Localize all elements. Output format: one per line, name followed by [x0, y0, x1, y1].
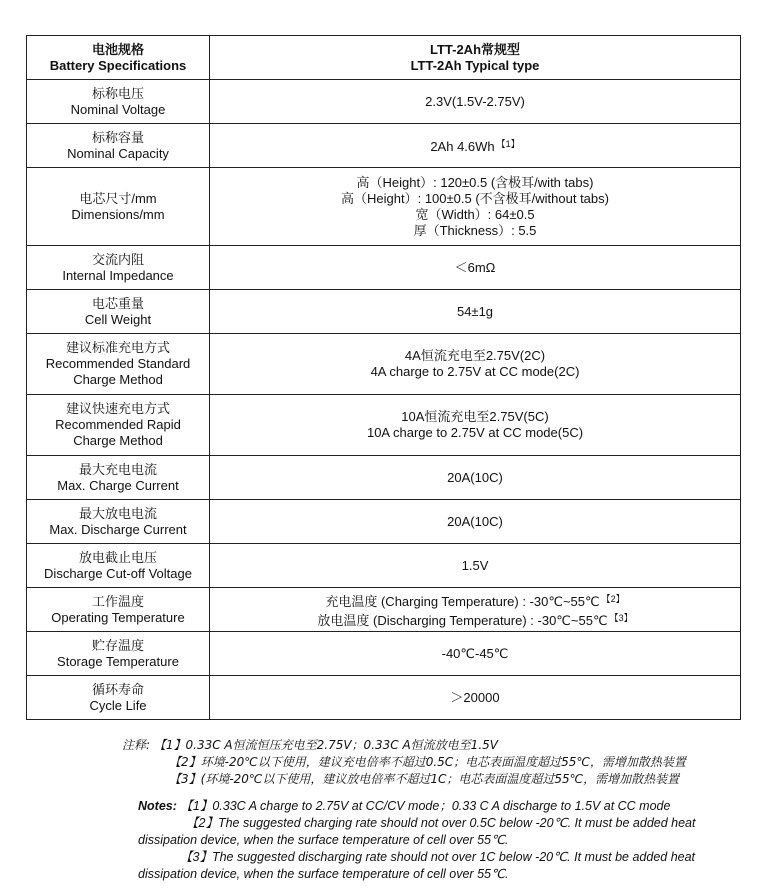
- value-text: 高（Height）: 120±0.5 (含极耳/with tabs): [356, 174, 594, 190]
- note-en-2b: dissipation device, when the surface temperature of cell over 55℃.: [138, 833, 509, 847]
- label-cn: 电芯重量: [91, 295, 144, 311]
- value-text: 高（Height）: 100±0.5 (不含极耳/without tabs): [341, 190, 609, 206]
- row-value: [210, 676, 741, 720]
- note-en-2a: 【2】The suggested charging rate should not over 0.5C below -20℃. It must be added heat: [186, 816, 696, 830]
- label-cn: 工作温度: [91, 593, 144, 609]
- label-cn: 最大充电电流: [78, 461, 157, 477]
- row-value: [210, 588, 741, 632]
- note-en-1: [138, 798, 758, 815]
- label-cn: 放电截止电压: [78, 549, 157, 565]
- label-en: Recommended Rapid: [55, 417, 181, 432]
- label-cn: 标称电压: [91, 85, 144, 101]
- row-label: [27, 500, 210, 544]
- row-label: [27, 334, 210, 395]
- label-en: Storage Temperature: [57, 653, 179, 669]
- value-text: 20A(10C): [447, 513, 503, 529]
- table-row: [27, 246, 741, 290]
- row-label: [27, 290, 210, 334]
- notes-cn-title: 注释:: [122, 738, 151, 752]
- note-text: 【1】0.33C A charge to 2.75V at CC/CV mode；0.33 C A discharge to 1.5V at CC mode: [180, 799, 671, 813]
- table-row: [27, 676, 741, 720]
- label-cn: 循环寿命: [91, 681, 144, 697]
- row-label: [27, 246, 210, 290]
- row-value: [210, 80, 741, 124]
- table-row: [27, 334, 741, 395]
- label-en: Internal Impedance: [62, 267, 174, 283]
- row-label: [27, 676, 210, 720]
- label-en: Recommended Standard: [45, 356, 191, 371]
- label-en: Max. Charge Current: [57, 477, 179, 493]
- label-cn: 交流内阻: [91, 251, 144, 267]
- table-row: [27, 500, 741, 544]
- header-right-cn: LTT-2Ah常规型: [429, 41, 521, 57]
- label-en: Nominal Capacity: [67, 145, 169, 161]
- label-en: Dimensions/mm: [71, 206, 165, 222]
- table-row: [27, 168, 741, 246]
- value-text: ＜6mΩ: [454, 259, 496, 275]
- row-value: [210, 500, 741, 544]
- row-value: [210, 632, 741, 676]
- row-label: [27, 124, 210, 168]
- value-text: 2Ah 4.6Wh: [430, 139, 495, 154]
- row-value: [210, 334, 741, 395]
- value-text: ＞20000: [450, 689, 500, 705]
- label-cn: 贮存温度: [91, 637, 144, 653]
- row-label: [27, 588, 210, 632]
- table-row: [27, 124, 741, 168]
- table-row: [27, 80, 741, 124]
- label-en: Nominal Voltage: [70, 101, 166, 117]
- value-text: 4A charge to 2.75V at CC mode(2C): [370, 364, 580, 379]
- notes-chinese: [122, 737, 762, 788]
- battery-spec-table: [26, 35, 741, 720]
- table-row: [27, 290, 741, 334]
- row-label: [27, 168, 210, 246]
- value-text: 宽（Width）: 64±0.5: [415, 206, 535, 222]
- header-right-en: LTT-2Ah Typical type: [410, 57, 540, 73]
- value-line: [214, 591, 736, 610]
- table-row: [27, 456, 741, 500]
- row-value: [210, 168, 741, 246]
- row-label: [27, 395, 210, 456]
- label-en: Operating Temperature: [51, 609, 185, 625]
- value-text: 2.3V(1.5V-2.75V): [425, 93, 525, 109]
- value-line: [214, 610, 736, 629]
- label-cn: 电芯尺寸/mm: [79, 190, 157, 206]
- note-en-3b: dissipation device, when the surface temperature of cell over 55℃.: [138, 867, 509, 881]
- value-text: 20A(10C): [447, 469, 503, 485]
- row-value: [210, 290, 741, 334]
- value-text: 4A恒流充电至2.75V(2C): [404, 348, 546, 363]
- label-cn: 最大放电电流: [78, 505, 157, 521]
- table-row: [27, 632, 741, 676]
- row-value: [210, 544, 741, 588]
- header-right: [210, 36, 741, 80]
- row-label: [27, 456, 210, 500]
- note-en-3a: 【3】The suggested discharging rate should not over 1C below -20℃. It must be added heat: [180, 850, 696, 864]
- row-label: [27, 632, 210, 676]
- value-text: 厚（Thickness）: 5.5: [413, 222, 537, 238]
- table-row: [27, 544, 741, 588]
- label-en: Cycle Life: [89, 697, 147, 713]
- row-value: [210, 395, 741, 456]
- label-cn: 建议快速充电方式: [65, 401, 170, 416]
- footnote-ref: 【1】: [496, 139, 520, 149]
- row-value: [210, 124, 741, 168]
- label-en: Charge Method: [73, 372, 163, 387]
- value-text: -40℃-45℃: [441, 645, 509, 661]
- notes-english: [138, 798, 758, 883]
- value-text: 充电温度 (Charging Temperature) : -30℃~55℃: [325, 593, 600, 609]
- value-text: 54±1g: [456, 303, 494, 319]
- label-cn: 标称容量: [91, 129, 144, 145]
- value-text: 10A恒流充电至2.75V(5C): [401, 409, 549, 424]
- label-cn: 建议标准充电方式: [65, 340, 170, 355]
- note-cn-2: 【2】环境-20℃以下使用，建议充电倍率不超过0.5C；电芯表面温度超过55℃，需增加散热装置: [169, 755, 686, 769]
- row-value: [210, 246, 741, 290]
- table-row: [27, 395, 741, 456]
- footnote-ref: 【2】: [601, 593, 625, 604]
- footnote-ref: 【3】: [609, 612, 633, 623]
- note-cn-1: [122, 737, 762, 754]
- header-left-cn: 电池规格: [91, 41, 144, 57]
- row-label: [27, 80, 210, 124]
- note-text: 【1】0.33C A恒流恒压充电至2.75V；0.33C A恒流放电至1.5V: [153, 738, 498, 752]
- table-header-row: [27, 36, 741, 80]
- label-en: Discharge Cut-off Voltage: [44, 565, 192, 581]
- value-text: 10A charge to 2.75V at CC mode(5C): [366, 425, 584, 440]
- header-left: [27, 36, 210, 80]
- notes-en-title: Notes:: [138, 799, 177, 813]
- value-text: 放电温度 (Discharging Temperature) : -30℃~55℃: [317, 612, 608, 628]
- note-cn-3: 【3】(环境-20℃以下使用，建议放电倍率不超过1C；电芯表面温度超过55℃，需增加散热装置: [169, 772, 680, 786]
- header-left-en: Battery Specifications: [49, 57, 187, 73]
- value-text: 1.5V: [461, 557, 489, 573]
- row-label: [27, 544, 210, 588]
- label-en: Cell Weight: [84, 311, 152, 327]
- row-value: [210, 456, 741, 500]
- table-row: [27, 588, 741, 632]
- label-en: Charge Method: [73, 433, 163, 448]
- label-en: Max. Discharge Current: [49, 521, 187, 537]
